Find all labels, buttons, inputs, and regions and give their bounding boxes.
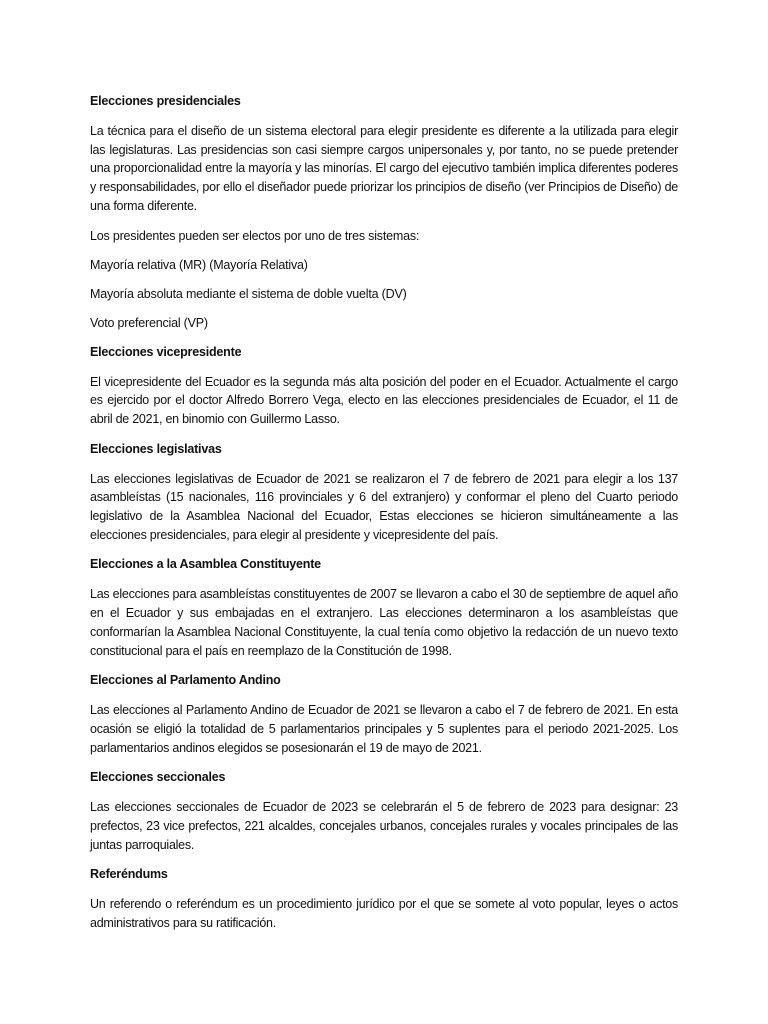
paragraph: Las elecciones legislativas de Ecuador de 2021 se realizaron el 7 de febrero de 2021 para elegir a los 137 asambleístas (15 nacionales, 116 provinciales y 6 del extranjero) y conformar el pleno del Cuarto periodo legislativo de la Asamblea Nacional del Ecuador, Estas elecciones se hicieron simultáneamente a las elecciones presidenciales, para elegir al presidente y vicepresidente del país.	[90, 471, 678, 542]
section-heading: Elecciones vicepresidente	[90, 344, 242, 359]
section-asamblea-constituyente	[90, 555, 678, 660]
paragraph: Las elecciones seccionales de Ecuador de 2023 se celebrarán el 5 de febrero de 2023 para designar: 23 prefectos, 23 vice prefectos, 221 alcaldes, concejales urbanos, concejales rurales y vocales principales de las juntas parroquiales.	[90, 800, 678, 852]
paragraph: Las elecciones al Parlamento Andino de Ecuador de 2021 se llevaron a cabo el 7 de febrero de 2021. En esta ocasión se eligió la totalidad de 5 parlamentarios principales y 5 suplentes para el periodo 2021-2025. Los parlamentarios andinos elegidos se posesionarán el 19 de mayo de 2021.	[90, 703, 678, 755]
document-page	[90, 92, 678, 944]
paragraph: Los presidentes pueden ser electos por uno de tres sistemas:	[90, 228, 420, 243]
paragraph: Un referendo o referéndum es un procedimiento jurídico por el que se somete al voto popular, leyes o actos administrativos para su ratificación.	[90, 897, 678, 931]
section-seccionales	[90, 768, 678, 854]
section-heading: Elecciones al Parlamento Andino	[90, 673, 281, 688]
section-heading: Referéndums	[90, 867, 168, 882]
list-item: Mayoría relativa (MR) (Mayoría Relativa)	[90, 257, 308, 272]
section-legislativas	[90, 440, 678, 545]
section-heading: Elecciones presidenciales	[90, 94, 241, 108]
paragraph: La técnica para el diseño de un sistema electoral para elegir presidente es diferente a la utilizada para elegir las legislaturas. Las presidencias son casi siempre cargos unipersonales y, por tanto, no se puede pretender una proporcionalidad entre la mayoría y las minorías. El cargo del ejecutivo también implica diferentes poderes y responsabilidades, por ello el diseñador puede priorizar los principios de diseño (ver Principios de Diseño) de una forma diferente.	[90, 124, 678, 213]
paragraph: El vicepresidente del Ecuador es la segunda más alta posición del poder en el Ecuador. Actualmente el cargo es ejercido por el doctor Alfredo Borrero Vega, electo en las elecciones presidenciales de Ecuador, el 11 de abril de 2021, en binomio con Guillermo Lasso.	[90, 374, 678, 426]
section-parlamento-andino	[90, 671, 678, 757]
section-heading: Elecciones seccionales	[90, 770, 226, 785]
section-heading: Elecciones legislativas	[90, 441, 222, 456]
list-item: Voto preferencial (VP)	[90, 315, 208, 330]
section-presidenciales	[90, 92, 678, 333]
section-vicepresidente	[90, 343, 678, 429]
section-referendums	[90, 865, 678, 932]
list-item: Mayoría absoluta mediante el sistema de doble vuelta (DV)	[90, 286, 407, 301]
paragraph: Las elecciones para asambleístas constituyentes de 2007 se llevaron a cabo el 30 de septiembre de aquel año en el Ecuador y sus embajadas en el extranjero. Las elecciones determinaron a los asambleístas que conformarían la Asamblea Nacional Constituyente, la cual tenía como objetivo la redacción de un nuevo texto constitucional para el país en reemplazo de la Constitución de 1998.	[90, 587, 678, 658]
section-heading: Elecciones a la Asamblea Constituyente	[90, 557, 321, 572]
